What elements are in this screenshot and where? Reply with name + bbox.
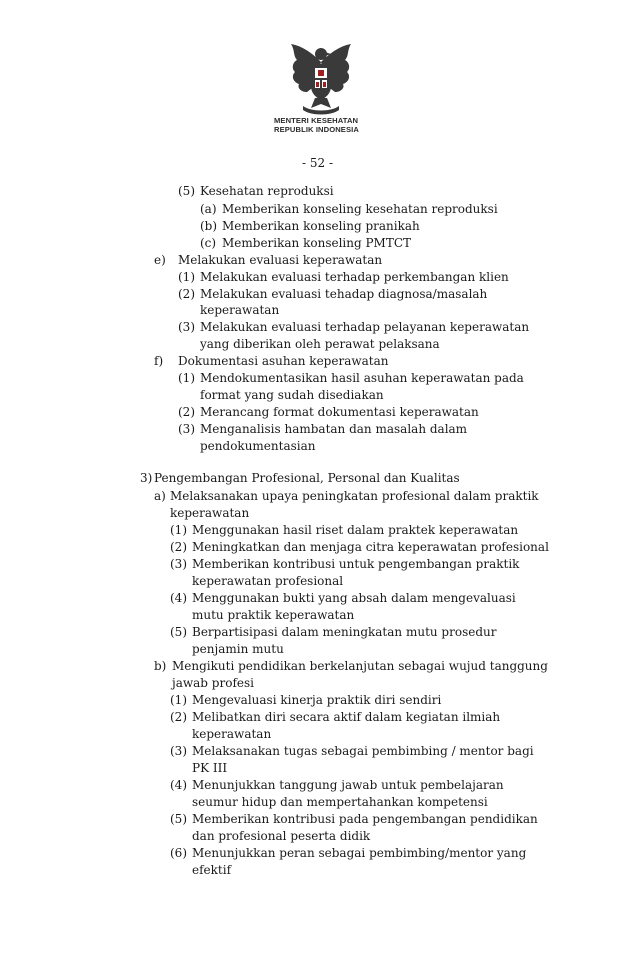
list-marker: (6) (170, 846, 187, 860)
list-item-text: Mengevaluasi kinerja praktik diri sendiri (192, 693, 442, 707)
list-item-text: Menunjukkan tanggung jawab untuk pembelajaran (192, 778, 504, 792)
list-item-text: Menggunakan bukti yang absah dalam mengevaluasi (192, 591, 516, 605)
list-marker: (c) (200, 236, 217, 250)
list-item-text: Berpartisipasi dalam meningkatan mutu prosedur (192, 625, 497, 639)
list-marker: (3) (178, 422, 195, 436)
ministry-title (274, 116, 384, 134)
list-marker: f) (154, 354, 164, 368)
list-item-text: Melakukan evaluasi tehadap diagnosa/masalah (200, 287, 488, 301)
list-item-text: keperawatan (170, 506, 250, 520)
list-item-text: Memberikan konseling PMTCT (222, 236, 412, 250)
list-marker: (a) (200, 202, 217, 216)
list-marker: (1) (170, 693, 187, 707)
list-item-text: keperawatan (192, 727, 272, 741)
list-item-text: Menganalisis hambatan dan masalah dalam (200, 422, 468, 436)
list-marker: b) (154, 659, 167, 673)
list-item-text: Mengikuti pendidikan berkelanjutan sebagai wujud tanggung (172, 659, 548, 673)
ministry-line-2: REPUBLIK INDONESIA (274, 125, 359, 134)
ministry-line-1: MENTERI KESEHATAN (274, 116, 359, 125)
list-marker: (1) (178, 371, 195, 385)
list-item-text: Memberikan kontribusi pada pengembangan pendidikan (192, 812, 538, 826)
list-item-text: keperawatan (200, 303, 280, 317)
list-item-text: Menggunakan hasil riset dalam praktek keperawatan (192, 523, 519, 537)
list-item-text: Melakukan evaluasi keperawatan (178, 253, 383, 267)
list-marker: 3) (140, 471, 153, 485)
page-number: - 52 - (302, 156, 334, 170)
list-item-text: dan profesional peserta didik (192, 829, 371, 843)
list-item-text: format yang sudah disediakan (200, 388, 384, 402)
list-item-text: mutu praktik keperawatan (192, 608, 355, 622)
list-item-text: Pengembangan Profesional, Personal dan Kualitas (154, 471, 460, 485)
list-item-text: Mendokumentasikan hasil asuhan keperawatan pada (200, 371, 524, 385)
list-item-text: Kesehatan reproduksi (200, 184, 334, 198)
list-item-text: seumur hidup dan mempertahankan kompetensi (192, 795, 488, 809)
list-item-text: PK III (192, 761, 228, 775)
list-item-text: efektif (192, 863, 232, 877)
list-item-text: Meningkatkan dan menjaga citra keperawatan profesional (192, 540, 549, 554)
list-marker: (4) (170, 778, 187, 792)
list-marker: a) (154, 489, 166, 503)
list-marker: (5) (170, 625, 187, 639)
list-item-text: Melibatkan diri secara aktif dalam kegiatan ilmiah (192, 710, 501, 724)
list-marker: (5) (178, 184, 195, 198)
list-item-text: yang diberikan oleh perawat pelaksana (200, 337, 440, 351)
list-item-text: Menunjukkan peran sebagai pembimbing/mentor yang (192, 846, 527, 860)
list-item-text: Memberikan konseling kesehatan reproduksi (222, 202, 498, 216)
list-marker: (2) (170, 710, 187, 724)
list-marker: (2) (178, 287, 195, 301)
list-item-text: Dokumentasi asuhan keperawatan (178, 354, 389, 368)
list-marker: e) (154, 253, 166, 267)
list-marker: (b) (200, 219, 218, 233)
list-marker: (2) (178, 405, 195, 419)
list-item-text: jawab profesi (172, 676, 254, 690)
list-marker: (2) (170, 540, 187, 554)
list-item-text: penjamin mutu (192, 642, 284, 656)
list-marker: (4) (170, 591, 187, 605)
list-marker: (3) (178, 320, 195, 334)
list-item-text: Melaksanakan upaya peningkatan profesional dalam praktik (170, 489, 539, 503)
list-item-text: Merancang format dokumentasi keperawatan (200, 405, 479, 419)
list-item-text: Melaksanakan tugas sebagai pembimbing / mentor bagi (192, 744, 534, 758)
list-item-text: Melakukan evaluasi terhadap perkembangan klien (200, 270, 509, 284)
list-marker: (5) (170, 812, 187, 826)
list-item-text: pendokumentasian (200, 439, 316, 453)
list-marker: (1) (178, 270, 195, 284)
list-marker: (1) (170, 523, 187, 537)
list-marker: (3) (170, 744, 187, 758)
garuda-emblem-icon (285, 40, 357, 120)
list-item-text: keperawatan profesional (192, 574, 344, 588)
list-item-text: Melakukan evaluasi terhadap pelayanan keperawatan (200, 320, 530, 334)
list-item-text: Memberikan kontribusi untuk pengembangan praktik (192, 557, 520, 571)
list-marker: (3) (170, 557, 187, 571)
list-item-text: Memberikan konseling pranikah (222, 219, 420, 233)
